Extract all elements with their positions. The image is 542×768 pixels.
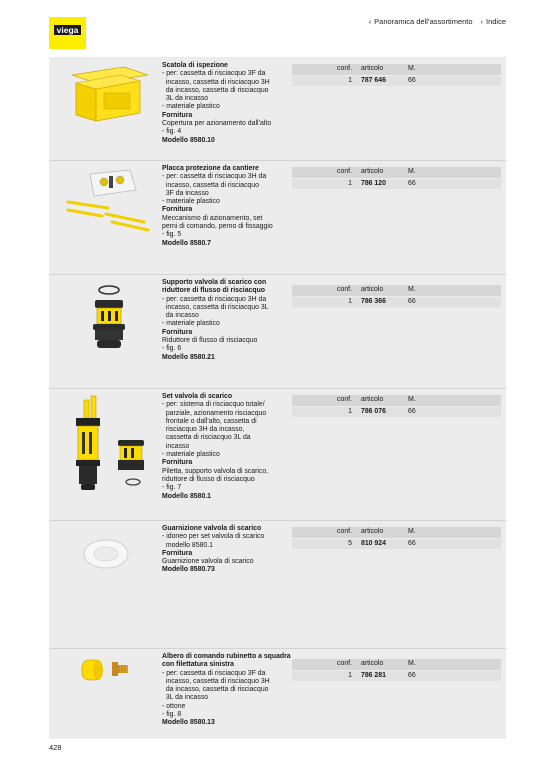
cell-articolo: 810 924	[361, 539, 386, 547]
header-m: M.	[408, 528, 416, 535]
chevron-left-icon: ‹	[368, 19, 372, 26]
spec-line: parziale, azionamento risciacquo	[162, 409, 267, 417]
fornitura-label: Fornitura	[162, 206, 193, 214]
spec-line: modello 8580.1	[162, 541, 213, 549]
order-table-header	[292, 659, 501, 670]
cell-m: 66	[408, 76, 416, 84]
product-title: Albero di comando rubinetto a squadra con filettatura sinistra	[162, 653, 291, 669]
product-row	[49, 648, 506, 739]
row-divider	[49, 388, 506, 389]
product-title: Scatola di ispezione	[162, 62, 228, 69]
product-row	[49, 160, 506, 274]
product-description	[162, 165, 292, 248]
cell-articolo: 787 646	[361, 76, 386, 84]
product-title: Supporto valvola di scarico con riduttore di flusso di risciacquo	[162, 279, 267, 295]
spec-line: - idoneo per set valvola di scarico	[162, 533, 265, 541]
product-title: Placca protezione da cantiere	[162, 165, 259, 172]
fornitura-line: Riduttore di flusso di risciacquo	[162, 337, 258, 345]
product-row	[49, 57, 506, 160]
product-row	[49, 274, 506, 388]
figure-ref: - fig. 6	[162, 345, 182, 353]
fornitura-line: Guarnizione valvola di scarico	[162, 558, 254, 566]
order-table-header	[292, 64, 501, 75]
model-number: Modello 8580.21	[162, 353, 215, 361]
product-description	[162, 525, 292, 575]
fornitura-line: Piletta, supporto valvola di scarico,	[162, 467, 269, 475]
header-m: M.	[408, 168, 416, 175]
spec-line: - materiale plastico	[162, 198, 220, 206]
header-conf: conf.	[337, 286, 352, 293]
header-m: M.	[408, 396, 416, 403]
order-table	[292, 395, 501, 417]
row-divider	[49, 274, 506, 275]
fornitura-line: riduttore di flusso di risciacquo	[162, 475, 255, 483]
figure-ref: - fig. 8	[162, 711, 182, 719]
cell-conf: 1	[348, 179, 352, 187]
order-table	[292, 659, 501, 681]
order-table	[292, 167, 501, 189]
figure-ref: - fig. 7	[162, 484, 182, 492]
model-number: Modello 8580.73	[162, 566, 215, 574]
order-table-header	[292, 167, 501, 178]
cell-conf: 1	[348, 76, 352, 84]
product-description	[162, 62, 292, 145]
product-image-control-shaft	[62, 652, 156, 692]
order-table	[292, 64, 501, 86]
product-title: Guarnizione valvola di scarico	[162, 525, 262, 532]
cell-conf: 1	[348, 671, 352, 679]
spec-line: - materiale plastico	[162, 320, 220, 328]
product-image-gasket	[62, 524, 156, 620]
model-number: Modello 8580.1	[162, 492, 212, 500]
order-table-row	[292, 671, 501, 682]
fornitura-label: Fornitura	[162, 459, 193, 467]
product-row	[49, 520, 506, 648]
order-table-row	[292, 297, 501, 308]
figure-ref: - fig. 5	[162, 231, 182, 239]
header-articolo: articolo	[361, 528, 384, 535]
header-articolo: articolo	[361, 286, 384, 293]
product-image-drain-valve-set	[62, 392, 156, 502]
spec-line: - ottone	[162, 702, 186, 710]
fornitura-line: Copertura per azionamento dall’alto	[162, 120, 272, 128]
fornitura-label: Fornitura	[162, 328, 193, 336]
header-conf: conf.	[337, 660, 352, 667]
cell-m: 66	[408, 297, 416, 305]
order-table-header	[292, 527, 501, 538]
cell-conf: 5	[348, 539, 352, 547]
product-title: Set valvola di scarico	[162, 393, 233, 400]
header-m: M.	[408, 65, 416, 72]
model-number: Modello 8580.7	[162, 239, 212, 247]
page-number: 428	[49, 743, 62, 752]
fornitura-label: Fornitura	[162, 549, 193, 557]
cell-m: 66	[408, 179, 416, 187]
header-articolo: articolo	[361, 168, 384, 175]
spec-line: incasso, cassetta di risciacquo 3H	[162, 78, 270, 86]
spec-line: 3L da incasso	[162, 95, 209, 103]
spec-line: da incasso, cassetta di risciacquo	[162, 686, 269, 694]
cell-m: 66	[408, 671, 416, 679]
product-image-protection-plate	[62, 164, 156, 260]
spec-line: da incasso, cassetta di risciacquo	[162, 86, 269, 94]
header-articolo: articolo	[361, 65, 384, 72]
row-divider	[49, 520, 506, 521]
row-divider	[49, 160, 506, 161]
order-table	[292, 527, 501, 549]
cell-m: 66	[408, 539, 416, 547]
model-number: Modello 8580.13	[162, 719, 215, 727]
header-conf: conf.	[337, 396, 352, 403]
spec-line: incasso, cassetta di risciacquo 3L	[162, 303, 269, 311]
cell-articolo: 786 366	[361, 297, 386, 305]
spec-line: - per: cassetta di risciacquo 3F da	[162, 70, 266, 78]
header-conf: conf.	[337, 528, 352, 535]
spec-line: 3F da incasso	[162, 189, 209, 197]
top-navigation	[363, 17, 506, 26]
product-panel	[49, 57, 506, 739]
spec-line: - per: sistema di risciacquo totale/	[162, 401, 265, 409]
spec-line: incasso, cassetta di risciacquo	[162, 181, 259, 189]
header-conf: conf.	[337, 65, 352, 72]
spec-line: frontale o dall’alto, cassetta di	[162, 417, 257, 425]
spec-line: risciacquo 3H da incasso,	[162, 426, 245, 434]
header-m: M.	[408, 660, 416, 667]
spec-line: cassetta di risciacquo 3L da	[162, 434, 251, 442]
cell-conf: 1	[348, 407, 352, 415]
product-description	[162, 653, 292, 728]
cell-articolo: 786 281	[361, 671, 386, 679]
nav-link-index[interactable]: Indice	[485, 17, 506, 26]
viega-logo-text: viega	[54, 25, 82, 35]
spec-line: - per: cassetta di risciacquo 3F da	[162, 669, 266, 677]
product-image-valve-support	[62, 278, 156, 374]
header-m: M.	[408, 286, 416, 293]
spec-line: - materiale plastico	[162, 451, 220, 459]
cell-m: 66	[408, 407, 416, 415]
fornitura-label: Fornitura	[162, 111, 193, 119]
cell-articolo: 786 120	[361, 179, 386, 187]
product-description	[162, 279, 292, 362]
order-table-row	[292, 179, 501, 190]
spec-line: - per: cassetta di risciacquo 3H da	[162, 295, 267, 303]
row-divider	[49, 648, 506, 649]
model-number: Modello 8580.10	[162, 136, 215, 144]
cell-articolo: 786 076	[361, 407, 386, 415]
header-conf: conf.	[337, 168, 352, 175]
spec-line: - per: cassetta di risciacquo 3H da	[162, 173, 267, 181]
fornitura-line: perni di comando, perno di fissaggio	[162, 223, 273, 231]
order-table-row	[292, 76, 501, 87]
figure-ref: - fig. 4	[162, 128, 182, 136]
cell-conf: 1	[348, 297, 352, 305]
order-table-row	[292, 539, 501, 550]
chevron-left-icon: ‹	[480, 19, 483, 26]
header-articolo: articolo	[361, 396, 384, 403]
spec-line: da incasso	[162, 312, 199, 320]
viega-logo	[49, 17, 86, 49]
product-image-inspection-box	[62, 61, 156, 157]
order-table-row	[292, 407, 501, 418]
order-table-header	[292, 285, 501, 296]
nav-link-overview[interactable]: Panoramica dell’assortimento	[374, 17, 473, 26]
order-table-header	[292, 395, 501, 406]
product-description	[162, 393, 292, 501]
spec-line: incasso, cassetta di risciacquo 3H	[162, 677, 270, 685]
header-articolo: articolo	[361, 660, 384, 667]
spec-line: incasso	[162, 442, 190, 450]
spec-line: - materiale plastico	[162, 103, 220, 111]
spec-line: 3L da incasso	[162, 694, 209, 702]
fornitura-line: Meccanismo di azionamento, set	[162, 214, 263, 222]
order-table	[292, 285, 501, 307]
product-row	[49, 388, 506, 520]
